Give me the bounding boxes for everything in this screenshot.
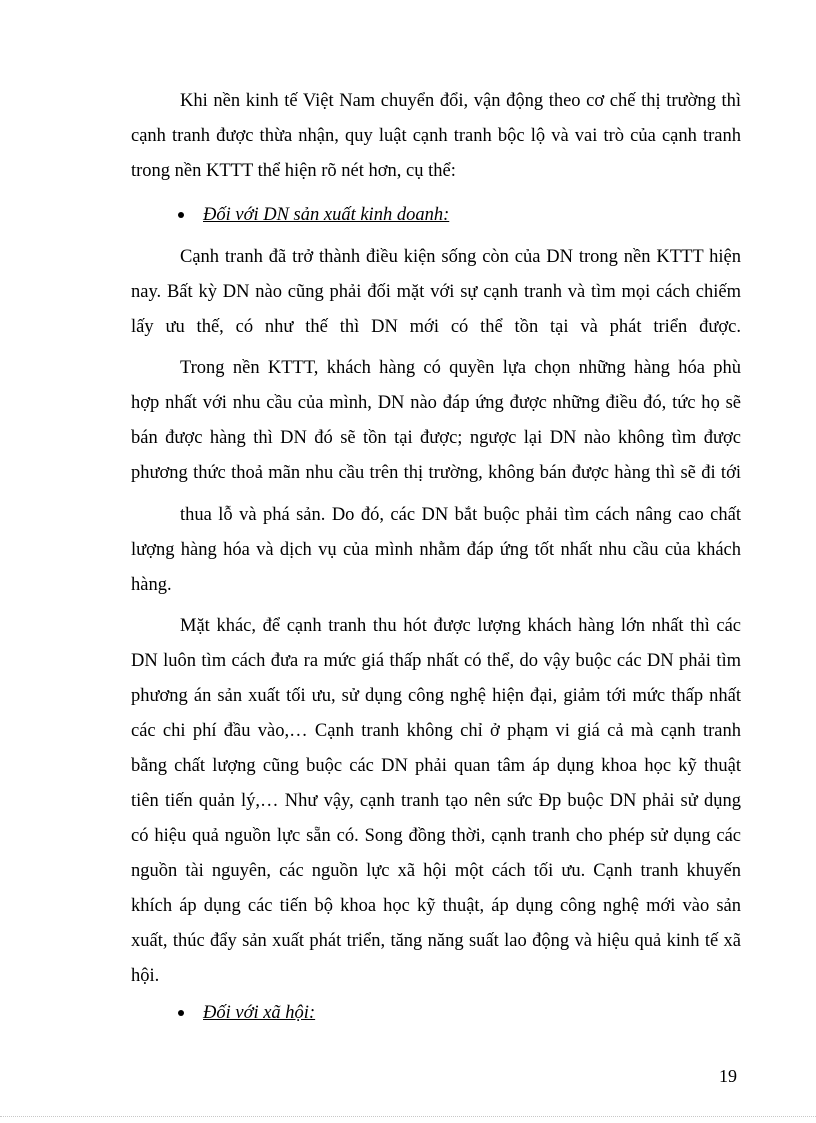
paragraph-5-line: DN luôn tìm cách đưa ra mức giá thấp nhất có thể, do vậy buộc các DN phải tìm [131,651,741,671]
paragraph-2-line: nay. Bất kỳ DN nào cũng phải đối mặt với sự cạnh tranh và tìm mọi cách chiếm [131,282,741,302]
paragraph-5-line: Mặt khác, để cạnh tranh thu hót được lượng khách hàng lớn nhất thì các [180,616,741,636]
paragraph-1-line: Khi nền kinh tế Việt Nam chuyển đổi, vận động theo cơ chế thị trường thì [180,91,741,111]
page-bottom-border [0,1116,816,1117]
paragraph-3-line: phương thức thoả mãn nhu cầu trên thị trường, không bán được hàng thì sẽ đi tới [131,463,741,483]
paragraph-4-line: hàng. [131,575,172,595]
paragraph-5-line: bằng chất lượng cũng buộc các DN phải quan tâm áp dụng khoa học kỹ thuật [131,756,741,776]
section-heading-business: Đối với DN sản xuất kinh doanh: [203,205,450,225]
paragraph-5-line: tiên tiến quản lý,… Như vậy, cạnh tranh tạo nên sức Đp buộc DN phải sử dụng [131,791,741,811]
paragraph-2-line: lấy ưu thế, có như thế thì DN mới có thể tồn tại và phát triển được. [131,317,741,337]
paragraph-1-line: trong nền KTTT thể hiện rõ nét hơn, cụ thể: [131,161,456,181]
paragraph-4-line: thua lỗ và phá sản. Do đó, các DN bắt buộc phải tìm cách nâng cao chất [180,505,741,525]
bullet-icon [178,212,184,218]
paragraph-3-line: Trong nền KTTT, khách hàng có quyền lựa chọn những hàng hóa phù [180,358,741,378]
paragraph-1-line: cạnh tranh được thừa nhận, quy luật cạnh tranh bộc lộ và vai trò của cạnh tranh [131,126,741,146]
paragraph-4-line: lượng hàng hóa và dịch vụ của mình nhằm đáp ứng tốt nhất nhu cầu của khách [131,540,741,560]
bullet-icon [178,1010,184,1016]
paragraph-2-line: Cạnh tranh đã trở thành điều kiện sống còn của DN trong nền KTTT hiện [180,247,741,267]
paragraph-5-line: nguồn tài nguyên, các nguồn lực xã hội một cách tối ưu. Cạnh tranh khuyến [131,861,741,881]
paragraph-3-line: bán được hàng thì DN đó sẽ tồn tại được; ngược lại DN nào không tìm được [131,428,741,448]
paragraph-5-line: phương án sản xuất tối ưu, sử dụng công nghệ hiện đại, giảm tới mức thấp nhất [131,686,741,706]
paragraph-5-line: hội. [131,966,160,986]
page-number: 19 [719,1066,737,1086]
section-heading-society: Đối với xã hội: [203,1003,316,1023]
paragraph-5-line: các chi phí đầu vào,… Cạnh tranh không chỉ ở phạm vi giá cả mà cạnh tranh [131,721,741,741]
paragraph-5-line: khích áp dụng các tiến bộ khoa học kỹ thuật, áp dụng công nghệ mới vào sản [131,896,741,916]
paragraph-5-line: có hiệu quả nguồn lực sẵn có. Song đồng thời, cạnh tranh cho phép sử dụng các [131,826,741,846]
paragraph-5-line: xuất, thúc đẩy sản xuất phát triển, tăng năng suất lao động và hiệu quả kinh tế xã [131,931,741,951]
paragraph-3-line: hợp nhất với nhu cầu của mình, DN nào đáp ứng được những điều đó, tức họ sẽ [131,393,741,413]
